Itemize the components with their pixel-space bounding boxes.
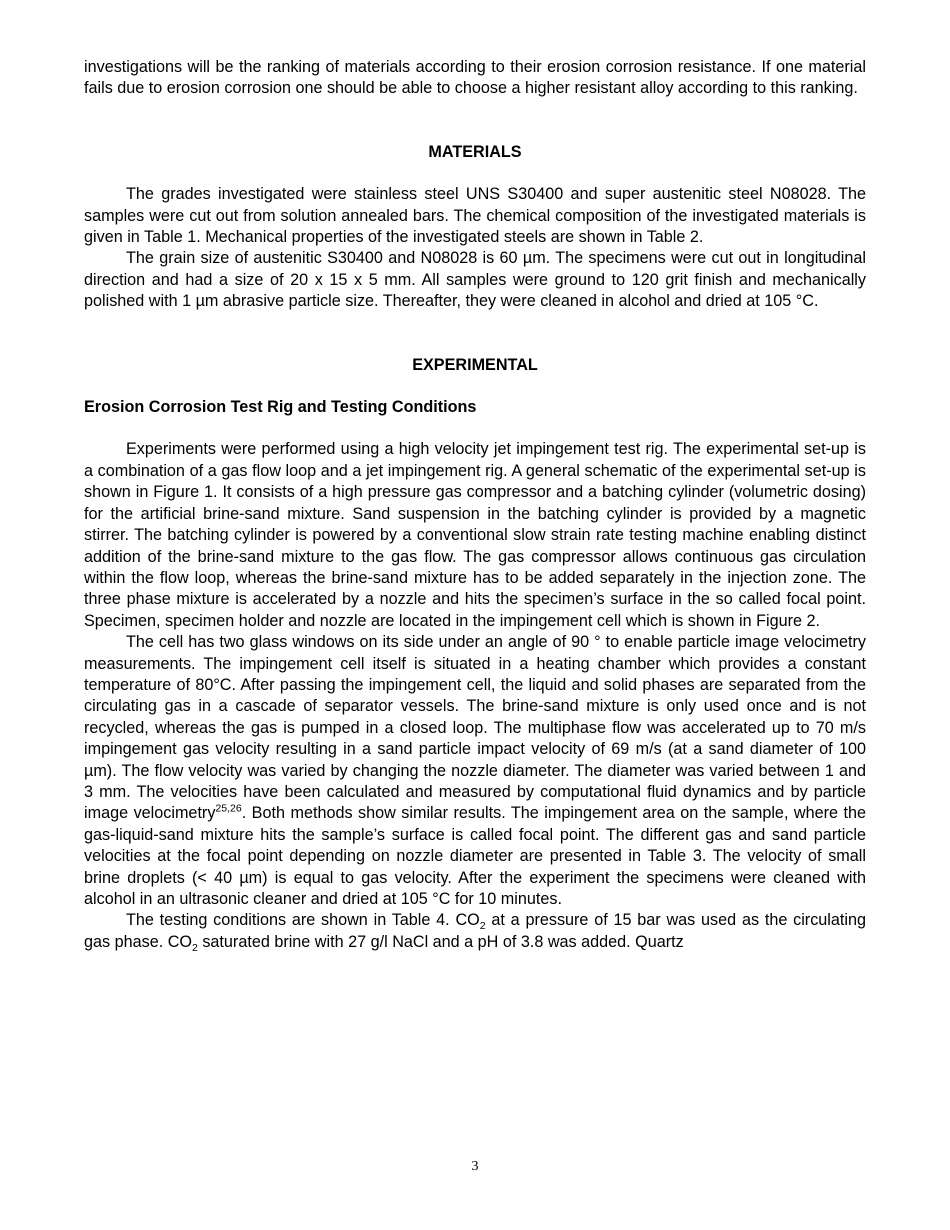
experimental-paragraph-3-text-a: The testing conditions are shown in Table 4. CO	[126, 911, 480, 930]
citation-reference: 25,26	[215, 802, 242, 815]
experimental-subheading: Erosion Corrosion Test Rig and Testing Conditions	[84, 398, 477, 417]
experimental-paragraph-1: Experiments were performed using a high velocity jet impingement test rig. The experimental set-up is a combination of a gas flow loop and a jet impingement rig. A general schematic of the experimental set-up is shown in Figure 1. It consists of a high pressure gas compressor and a batching cylinder (volumetric dosing) for the artificial brine-sand mixture. Sand suspension in the batching cylinder is provided by a magnetic stirrer. The batching cylinder is powered by a conventional slow strain rate testing machine enabling distinct addition of the brine-sand mixture to the gas flow. The gas compressor allows continuous gas circulation within the flow loop, whereas the brine-sand mixture has to be added separately in the injection zone. The three phase mixture is accelerated by a nozzle and hits the specimen’s surface in the so called focal point. Specimen, specimen holder and nozzle are located in the impingement cell which is shown in Figure 2.	[84, 440, 866, 630]
page-number: 3	[471, 1159, 479, 1174]
experimental-paragraph-2-text-b: . Both methods show similar results. The impingement area on the sample, where the gas-liquid-sand mixture hits the sample’s surface is called focal point. The different gas and sand particle velocities at the focal point depending on nozzle diameter are presented in Table 3. The velocity of small brine droplets (< 40 µm) is equal to gas velocity. After the experiment the specimens were cleaned with alcohol in an ultrasonic cleaner and dried at 105 °C for 10 minutes.	[84, 804, 866, 908]
experimental-heading: EXPERIMENTAL	[412, 355, 538, 374]
experimental-paragraph-2	[84, 632, 866, 910]
experimental-paragraph-3-text-c: saturated brine with 27 g/l NaCl and a pH of 3.8 was added. Quartz	[197, 932, 684, 951]
co2-subscript-2: 2	[191, 942, 198, 955]
intro-paragraph: investigations will be the ranking of materials according to their erosion corrosion resistance. If one material fails due to erosion corrosion one should be able to choose a higher resistant alloy according to this ranking.	[84, 58, 866, 98]
experimental-paragraph-3	[84, 910, 866, 953]
materials-paragraph-1: The grades investigated were stainless steel UNS S30400 and super austenitic steel N08028. The samples were cut out from solution annealed bars. The chemical composition of the investigated materials is given in Table 1. Mechanical properties of the investigated steels are shown in Table 2.	[84, 185, 866, 247]
materials-paragraph-2: The grain size of austenitic S30400 and N08028 is 60 µm. The specimens were cut out in longitudinal direction and had a size of 20 x 15 x 5 mm. All samples were ground to 120 grit finish and mechanically polished with 1 µm abrasive particle size. Thereafter, they were cleaned in alcohol and dried at 105 °C.	[84, 249, 866, 311]
co2-subscript-1: 2	[479, 920, 486, 933]
experimental-paragraph-2-text-a: The cell has two glass windows on its side under an angle of 90 ° to enable particle image velocimetry measurements. The impingement cell itself is situated in a heating chamber which provides a constant temperature of 80°C. After passing the impingement cell, the liquid and solid phases are separated from the circulating gas in a cascade of separator vessels. The brine-sand mixture is only used once and is not recycled, whereas the gas is pumped in a closed loop. The multiphase flow was accelerated up to 70 m/s impingement gas velocity resulting in a sand particle impact velocity of 69 m/s (at a sand diameter of 100 µm). The flow velocity was varied by changing the nozzle diameter. The diameter was varied between 1 and 3 mm. The velocities have been calculated and measured by computational fluid dynamics and by particle image velocimetry	[84, 633, 866, 823]
materials-heading: MATERIALS	[428, 142, 522, 161]
experimental-paragraph-3-text-b: at a pressure of 15 bar was used as the circulating gas phase. CO	[84, 911, 866, 951]
